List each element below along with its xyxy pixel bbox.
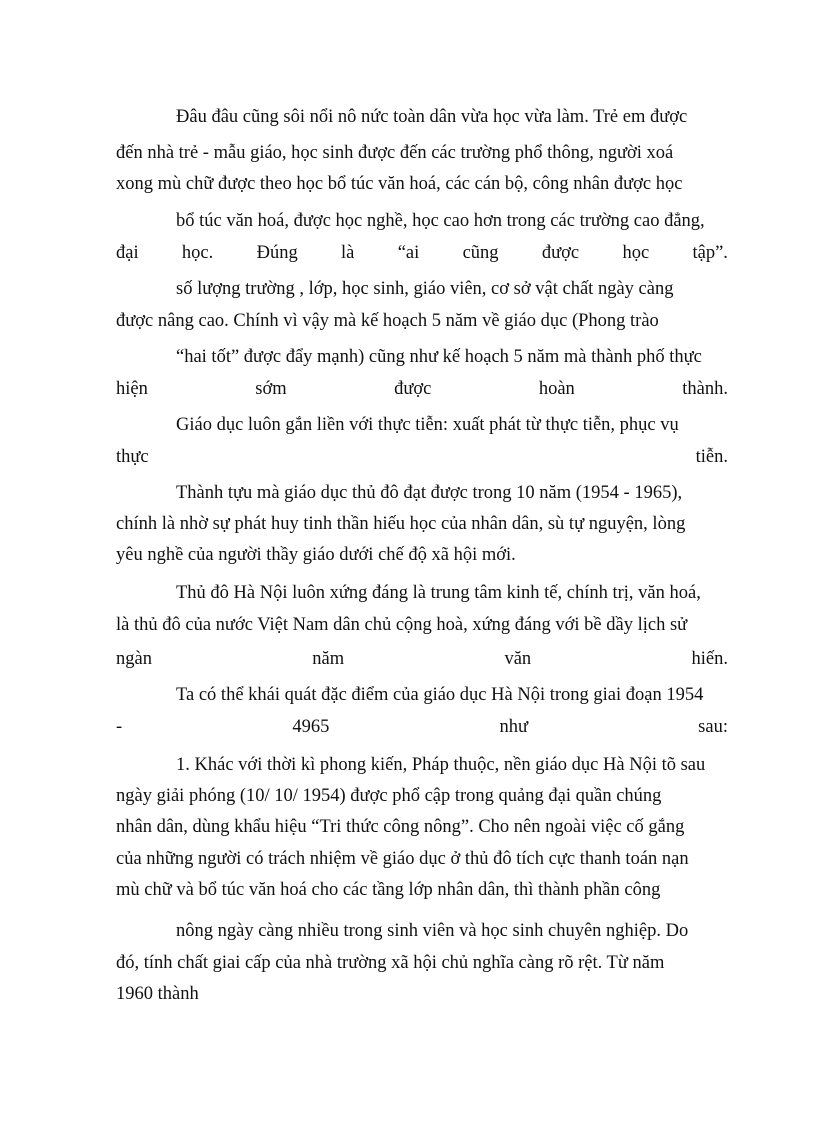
word: sau: bbox=[698, 717, 728, 737]
text-line: Thành tựu mà giáo dục thủ đô đạt được trong 10 năm (1954 - 1965), bbox=[176, 483, 683, 503]
word: năm bbox=[312, 649, 345, 669]
word: hiện bbox=[116, 379, 148, 399]
text-line: bổ túc văn hoá, được học nghề, học cao hơn trong các trường cao đẳng, bbox=[176, 211, 705, 231]
word: hiến. bbox=[691, 649, 728, 669]
text-line: “hai tốt” được đẩy mạnh) cũng như kế hoạch 5 năm mà thành phố thực bbox=[176, 347, 702, 367]
word: sớm bbox=[255, 379, 287, 399]
text-line: Thủ đô Hà Nội luôn xứng đáng là trung tâm kinh tế, chính trị, văn hoá, bbox=[176, 583, 701, 603]
word: văn bbox=[504, 649, 532, 669]
text-line: số lượng trường , lớp, học sinh, giáo viên, cơ sở vật chất ngày càng bbox=[176, 279, 674, 299]
text-line: Đâu đâu cũng sôi nổi nô nức toàn dân vừa học vừa làm. Trẻ em được bbox=[176, 107, 688, 127]
word: đại bbox=[116, 243, 139, 263]
word: hoàn bbox=[538, 379, 575, 399]
word: Đúng bbox=[256, 243, 298, 263]
text-line: ngày giải phóng (10/ 10/ 1954) được phổ cập trong quảng đại quần chúng bbox=[116, 786, 662, 806]
text-line: xong mù chữ được theo học bổ túc văn hoá, các cán bộ, công nhân được học bbox=[116, 174, 683, 194]
word: tập”. bbox=[692, 243, 728, 263]
word: 4965 bbox=[292, 717, 330, 737]
justified-line bbox=[116, 374, 728, 404]
justified-line bbox=[116, 644, 728, 674]
word: là bbox=[341, 243, 355, 263]
word: được bbox=[541, 243, 580, 263]
text-line: chính là nhờ sự phát huy tinh thần hiếu học của nhân dân, sù tự nguyện, lòng bbox=[116, 514, 686, 534]
word: thành. bbox=[682, 379, 728, 399]
text-line: yêu nghề của người thầy giáo dưới chế độ xã hội mới. bbox=[116, 545, 516, 565]
word: “ai bbox=[397, 243, 420, 263]
text-line: 1960 thành bbox=[116, 984, 199, 1004]
word: được bbox=[394, 379, 432, 399]
text-line: là thủ đô của nước Việt Nam dân chủ cộng hoà, xứng đáng với bề dầy lịch sử bbox=[116, 615, 688, 635]
word: - bbox=[116, 717, 123, 737]
justified-line bbox=[116, 712, 728, 742]
text-line: nông ngày càng nhiều trong sinh viên và học sinh chuyên nghiệp. Do bbox=[176, 921, 689, 941]
word: như bbox=[499, 717, 529, 737]
word: tiễn. bbox=[695, 447, 728, 467]
text-line: Ta có thể khái quát đặc điểm của giáo dục Hà Nội trong giai đoạn 1954 bbox=[176, 685, 704, 705]
text-line: mù chữ và bổ túc văn hoá cho các tầng lớp nhân dân, thì thành phần công bbox=[116, 880, 661, 900]
justified-line bbox=[116, 238, 728, 268]
text-line: được nâng cao. Chính vì vậy mà kế hoạch 5 năm về giáo dục (Phong trào bbox=[116, 311, 659, 331]
word: cũng bbox=[462, 243, 499, 263]
text-line: đến nhà trẻ - mẫu giáo, học sinh được đến các trường phổ thông, người xoá bbox=[116, 143, 674, 163]
word: học bbox=[622, 243, 650, 263]
word: thực bbox=[116, 447, 149, 467]
text-line: Giáo dục luôn gắn liền với thực tiễn: xuất phát từ thực tiễn, phục vụ bbox=[176, 415, 679, 435]
justified-line bbox=[116, 442, 728, 472]
text-line: 1. Khác với thời kì phong kiến, Pháp thuộc, nền giáo dục Hà Nội tõ sau bbox=[176, 755, 706, 775]
word: ngàn bbox=[116, 649, 152, 669]
text-line: nhân dân, dùng khẩu hiệu “Tri thức công nông”. Cho nên ngoài việc cố gắng bbox=[116, 817, 685, 837]
text-line: đó, tính chất giai cấp của nhà trường xã hội chủ nghĩa càng rõ rệt. Từ năm bbox=[116, 953, 665, 973]
word: học. bbox=[181, 243, 214, 263]
text-line: của những người có trách nhiệm về giáo dục ở thủ đô tích cực thanh toán nạn bbox=[116, 849, 689, 869]
